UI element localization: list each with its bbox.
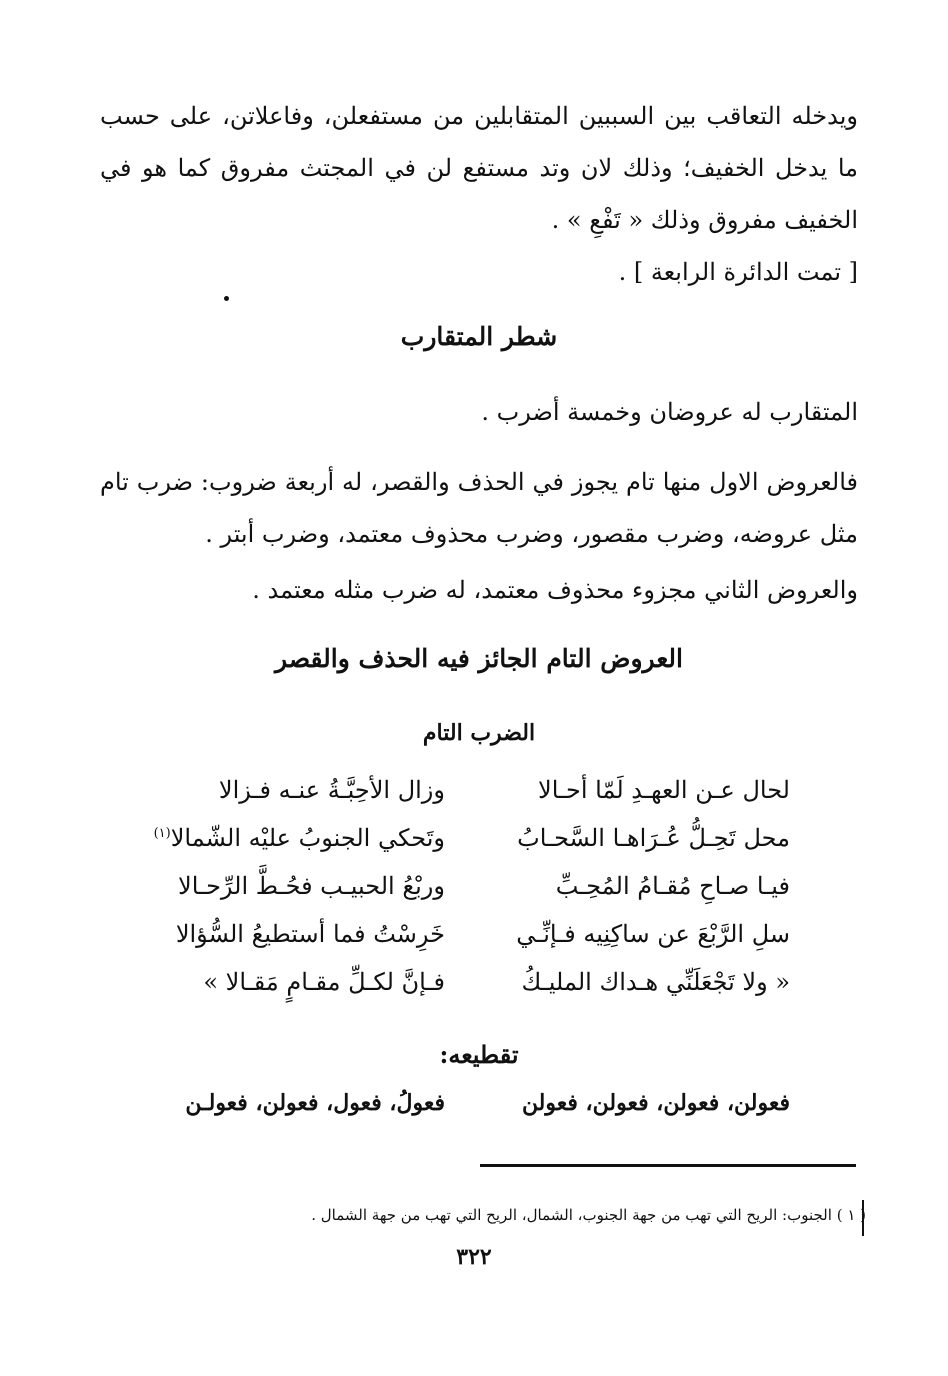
subsection-subtitle: الضرب التام	[422, 720, 536, 746]
verse-first-hemistich: فيـا صـاحِ مُقـامُ المُحِـبِّ	[555, 872, 790, 900]
section-paragraph-1: المتقارب له عروضان وخمسة أضرب .	[481, 398, 858, 426]
verse-first-hemistich: سلِ الرَّبْعَ عن ساكِنِيه فـإنِّـي	[516, 920, 790, 948]
verse-row	[150, 920, 790, 966]
section-paragraph-2: فالعروض الاول منها تام يجوز في الحذف والقصر، له أربعة ضروب: ضرب تام مثل عروضه، وضرب مقصور، وضرب محذوف معتمد، وضرب أبتر .	[100, 468, 858, 548]
taqtee-second: فعولُ، فعول، فعولن، فعولـن	[185, 1090, 445, 1116]
taqtee-title: تقطيعه:	[439, 1040, 519, 1069]
stray-dot	[224, 296, 229, 301]
verse-second-hemistich: وربْعُ الحبيـب فحُـطَّ الرِّحـالا	[178, 872, 445, 900]
closing-note: [ تمت الدائرة الرابعة ] .	[618, 258, 858, 286]
taqtee-row	[150, 1090, 790, 1130]
verse-first-hemistich: لحال عـن العهـدِ لَمّا أحـالا	[538, 776, 790, 804]
verse-row	[150, 824, 790, 870]
footnote-marker[interactable]: (١)	[153, 826, 171, 841]
verse-row	[150, 968, 790, 1014]
verse-second-hemistich: فـإنَّ لكـلِّ مقـامٍ مَقـالا »	[203, 968, 445, 996]
verse-text: وتَحكي الجنوبُ عليْه الشّمالا	[170, 824, 445, 852]
page-number: ٣٢٢	[456, 1244, 492, 1270]
section-paragraph-3: والعروض الثاني مجزوء محذوف معتمد، له ضرب مثله معتمد .	[252, 576, 858, 604]
verse-second-hemistich	[145, 824, 445, 852]
verse-first-hemistich: محل تَحِـلُّ عُـرَاهـا السَّحـابُ	[517, 824, 790, 852]
footnote-text: ( ١ ) الجنوب: الريح التي تهب من جهة الجنوب، الشمال، الريح التي تهب من جهة الشمال .	[311, 1206, 866, 1224]
intro-paragraph: ويدخله التعاقب بين السببين المتقابلين من مستفعلن، وفاعلاتن، على حسب ما يدخل الخفيف؛ وذلك لان وتد مستفع لن في المجتث مفروق كما هو في الخفيف مفروق وذلك « تَفْعِ » .	[100, 102, 858, 234]
verse-second-hemistich: وزال الأحِبَّـةُ عنـه فـزالا	[218, 776, 445, 804]
verse-row	[150, 776, 790, 822]
section-title: شطر المتقارب	[400, 322, 558, 351]
verse-second-hemistich: خَرِسْتُ فما أستطيعُ السُّؤالا	[175, 920, 445, 948]
verse-row	[150, 872, 790, 918]
taqtee-first: فعولن، فعولن، فعولن، فعولن	[521, 1090, 790, 1116]
subsection-title: العروض التام الجائز فيه الحذف والقصر	[275, 644, 683, 673]
verse-first-hemistich: « ولا تَجْعَلَنِّي هـداك المليـكُ	[521, 968, 790, 996]
footnote-divider	[480, 1164, 856, 1167]
